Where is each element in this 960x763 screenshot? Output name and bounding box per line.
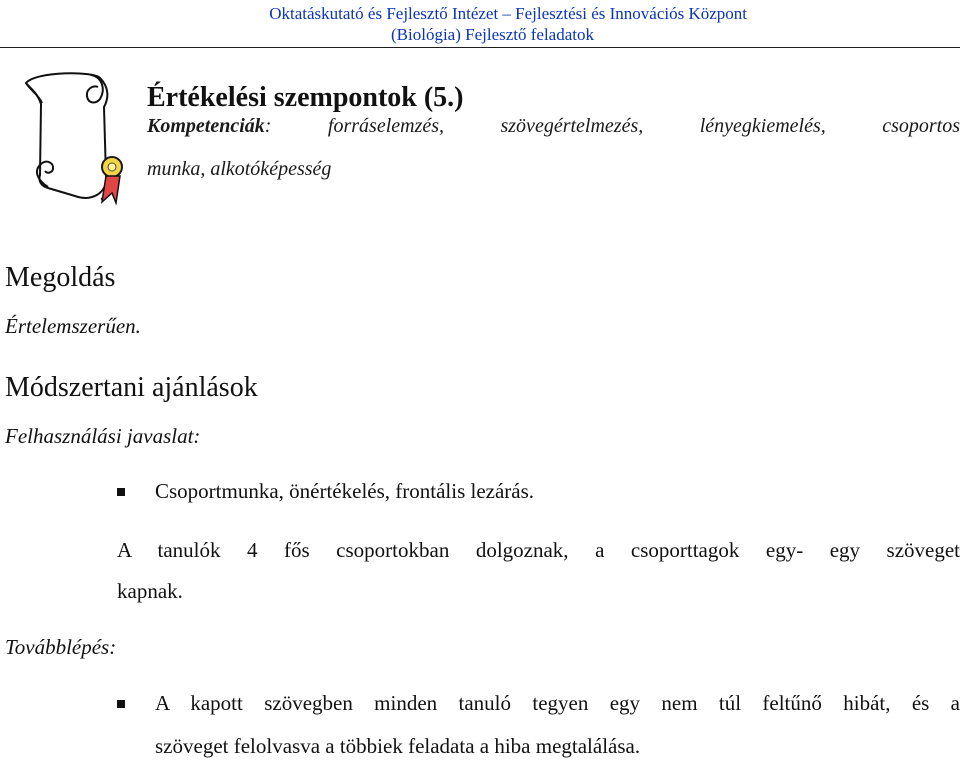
group-work-paragraph <box>117 537 960 604</box>
competencies-list-first-line: forráselemzés, szövegértelmezés, lényegkiemelés, csoportos <box>271 115 960 137</box>
next-step-bullet-item <box>117 690 960 759</box>
next-step-label: Továbblépés: <box>5 635 117 659</box>
scroll-with-seal-icon <box>18 65 138 205</box>
document-header <box>0 0 960 48</box>
next-step-line-1: A kapott szövegben minden tanuló tegyen egy nem túl feltűnő hibát, és a <box>155 691 960 715</box>
criteria-title: Értékelési szempontok (5.) <box>147 82 464 113</box>
competencies-text <box>147 113 960 182</box>
header-subject-title: (Biológia) Fejlesztő feladatok <box>391 25 594 44</box>
method-heading: Módszertani ajánlások <box>5 372 258 403</box>
next-step-line-2: szöveget felolvasva a többiek feladata a hiba megtalálása. <box>155 734 641 758</box>
group-work-line-2: kapnak. <box>117 579 183 603</box>
usage-suggestion-label: Felhasználási javaslat: <box>5 424 201 448</box>
square-bullet-icon <box>117 488 125 496</box>
competencies-line-1 <box>147 113 960 139</box>
group-work-line-1: A tanulók 4 fős csoportokban dolgoznak, a csoporttagok egy- egy szöveget <box>117 538 960 562</box>
solution-text: Értelemszerűen. <box>5 314 141 338</box>
next-step-bullet-text <box>155 690 960 759</box>
competencies-line-2: munka, alkotóképesség <box>147 158 332 180</box>
square-bullet-icon <box>117 700 125 708</box>
competencies-colon: : <box>264 115 272 137</box>
competencies-label: Kompetenciák <box>147 115 265 137</box>
usage-bullet-text: Csoportmunka, önértékelés, frontális lezárás. <box>155 479 535 503</box>
solution-heading: Megoldás <box>5 262 116 293</box>
header-institute-title: Oktatáskutató és Fejlesztő Intézet – Fejlesztési és Innovációs Központ <box>269 4 747 23</box>
usage-bullet-item <box>117 478 960 504</box>
